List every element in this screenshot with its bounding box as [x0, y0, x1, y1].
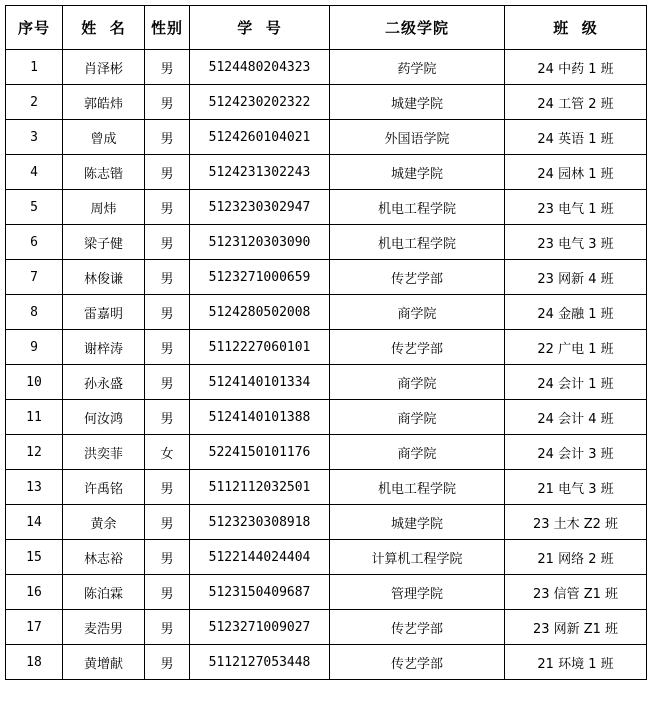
cell-seq: 1: [6, 50, 63, 85]
table-row: [6, 330, 647, 365]
cell-student-id: 5122144024404: [190, 540, 330, 575]
cell-college: 传艺学部: [330, 645, 505, 680]
table-row: [6, 260, 647, 295]
cell-name: 洪奕菲: [63, 435, 145, 470]
cell-seq: 2: [6, 85, 63, 120]
cell-name: 曾成: [63, 120, 145, 155]
cell-name: 林志裕: [63, 540, 145, 575]
cell-gender: 男: [145, 330, 190, 365]
cell-gender: 男: [145, 575, 190, 610]
cell-college: 商学院: [330, 400, 505, 435]
cell-gender: 女: [145, 435, 190, 470]
cell-name: 周炜: [63, 190, 145, 225]
header-class: 班 级: [505, 6, 647, 50]
cell-gender: 男: [145, 365, 190, 400]
cell-class: 21 环境 1 班: [505, 645, 647, 680]
cell-seq: 11: [6, 400, 63, 435]
cell-college: 外国语学院: [330, 120, 505, 155]
cell-class: 24 会计 4 班: [505, 400, 647, 435]
table-row: [6, 50, 647, 85]
cell-name: 陈泊霖: [63, 575, 145, 610]
cell-class: 23 网新 4 班: [505, 260, 647, 295]
cell-student-id: 5124480204323: [190, 50, 330, 85]
table-row: [6, 155, 647, 190]
cell-seq: 13: [6, 470, 63, 505]
cell-college: 计算机工程学院: [330, 540, 505, 575]
cell-gender: 男: [145, 505, 190, 540]
cell-class: 24 会计 3 班: [505, 435, 647, 470]
cell-name: 林俊谦: [63, 260, 145, 295]
cell-student-id: 5123271009027: [190, 610, 330, 645]
cell-class: 24 中药 1 班: [505, 50, 647, 85]
header-college: 二级学院: [330, 6, 505, 50]
cell-seq: 9: [6, 330, 63, 365]
cell-gender: 男: [145, 190, 190, 225]
cell-name: 何汝鸿: [63, 400, 145, 435]
cell-college: 商学院: [330, 295, 505, 330]
cell-seq: 5: [6, 190, 63, 225]
cell-college: 城建学院: [330, 155, 505, 190]
cell-gender: 男: [145, 610, 190, 645]
cell-seq: 10: [6, 365, 63, 400]
cell-class: 24 会计 1 班: [505, 365, 647, 400]
cell-student-id: 5112127053448: [190, 645, 330, 680]
cell-student-id: 5124230202322: [190, 85, 330, 120]
cell-college: 商学院: [330, 365, 505, 400]
table-row: [6, 540, 647, 575]
cell-student-id: 5112112032501: [190, 470, 330, 505]
cell-college: 机电工程学院: [330, 225, 505, 260]
cell-seq: 8: [6, 295, 63, 330]
cell-class: 23 信管 Z1 班: [505, 575, 647, 610]
cell-class: 23 网新 Z1 班: [505, 610, 647, 645]
cell-gender: 男: [145, 540, 190, 575]
cell-seq: 7: [6, 260, 63, 295]
cell-college: 商学院: [330, 435, 505, 470]
header-seq: 序号: [6, 6, 63, 50]
cell-college: 传艺学部: [330, 610, 505, 645]
cell-seq: 17: [6, 610, 63, 645]
cell-gender: 男: [145, 225, 190, 260]
cell-student-id: 5124231302243: [190, 155, 330, 190]
cell-student-id: 5123120303090: [190, 225, 330, 260]
cell-college: 城建学院: [330, 85, 505, 120]
cell-seq: 16: [6, 575, 63, 610]
cell-name: 梁子健: [63, 225, 145, 260]
cell-seq: 15: [6, 540, 63, 575]
cell-seq: 6: [6, 225, 63, 260]
table-row: [6, 470, 647, 505]
cell-class: 24 工管 2 班: [505, 85, 647, 120]
table-row: [6, 435, 647, 470]
table-row: [6, 505, 647, 540]
cell-student-id: 5123271000659: [190, 260, 330, 295]
table-row: [6, 575, 647, 610]
cell-college: 城建学院: [330, 505, 505, 540]
cell-name: 麦浩男: [63, 610, 145, 645]
cell-class: 21 网络 2 班: [505, 540, 647, 575]
table-row: [6, 190, 647, 225]
cell-college: 机电工程学院: [330, 470, 505, 505]
cell-college: 机电工程学院: [330, 190, 505, 225]
cell-name: 谢梓涛: [63, 330, 145, 365]
cell-gender: 男: [145, 260, 190, 295]
cell-class: 21 电气 3 班: [505, 470, 647, 505]
cell-gender: 男: [145, 50, 190, 85]
cell-name: 许禹铭: [63, 470, 145, 505]
cell-college: 传艺学部: [330, 330, 505, 365]
cell-name: 黄增献: [63, 645, 145, 680]
header-student-id: 学 号: [190, 6, 330, 50]
cell-student-id: 5124280502008: [190, 295, 330, 330]
cell-class: 22 广电 1 班: [505, 330, 647, 365]
cell-name: 郭皓炜: [63, 85, 145, 120]
cell-gender: 男: [145, 295, 190, 330]
cell-seq: 18: [6, 645, 63, 680]
cell-class: 24 英语 1 班: [505, 120, 647, 155]
cell-college: 管理学院: [330, 575, 505, 610]
table-body: [6, 50, 647, 680]
table-row: [6, 295, 647, 330]
cell-student-id: 5123150409687: [190, 575, 330, 610]
cell-student-id: 5123230302947: [190, 190, 330, 225]
table-row: [6, 365, 647, 400]
cell-college: 药学院: [330, 50, 505, 85]
cell-gender: 男: [145, 120, 190, 155]
cell-class: 23 电气 3 班: [505, 225, 647, 260]
table-row: [6, 120, 647, 155]
cell-seq: 3: [6, 120, 63, 155]
cell-seq: 4: [6, 155, 63, 190]
cell-name: 陈志锴: [63, 155, 145, 190]
cell-seq: 14: [6, 505, 63, 540]
cell-class: 24 园林 1 班: [505, 155, 647, 190]
header-name: 姓 名: [63, 6, 145, 50]
cell-student-id: 5124260104021: [190, 120, 330, 155]
table-row: [6, 85, 647, 120]
table-header-row: [6, 6, 647, 50]
cell-name: 雷嘉明: [63, 295, 145, 330]
table-row: [6, 645, 647, 680]
table-row: [6, 225, 647, 260]
cell-student-id: 5224150101176: [190, 435, 330, 470]
cell-student-id: 5112227060101: [190, 330, 330, 365]
cell-gender: 男: [145, 400, 190, 435]
cell-student-id: 5123230308918: [190, 505, 330, 540]
header-gender: 性别: [145, 6, 190, 50]
cell-class: 24 金融 1 班: [505, 295, 647, 330]
cell-gender: 男: [145, 155, 190, 190]
cell-name: 孙永盛: [63, 365, 145, 400]
cell-seq: 12: [6, 435, 63, 470]
cell-name: 黄余: [63, 505, 145, 540]
cell-class: 23 土木 Z2 班: [505, 505, 647, 540]
cell-college: 传艺学部: [330, 260, 505, 295]
cell-student-id: 5124140101334: [190, 365, 330, 400]
student-roster-table: [5, 5, 647, 680]
cell-gender: 男: [145, 470, 190, 505]
table-row: [6, 400, 647, 435]
cell-gender: 男: [145, 85, 190, 120]
cell-student-id: 5124140101388: [190, 400, 330, 435]
table-row: [6, 610, 647, 645]
cell-name: 肖泽彬: [63, 50, 145, 85]
cell-gender: 男: [145, 645, 190, 680]
cell-class: 23 电气 1 班: [505, 190, 647, 225]
